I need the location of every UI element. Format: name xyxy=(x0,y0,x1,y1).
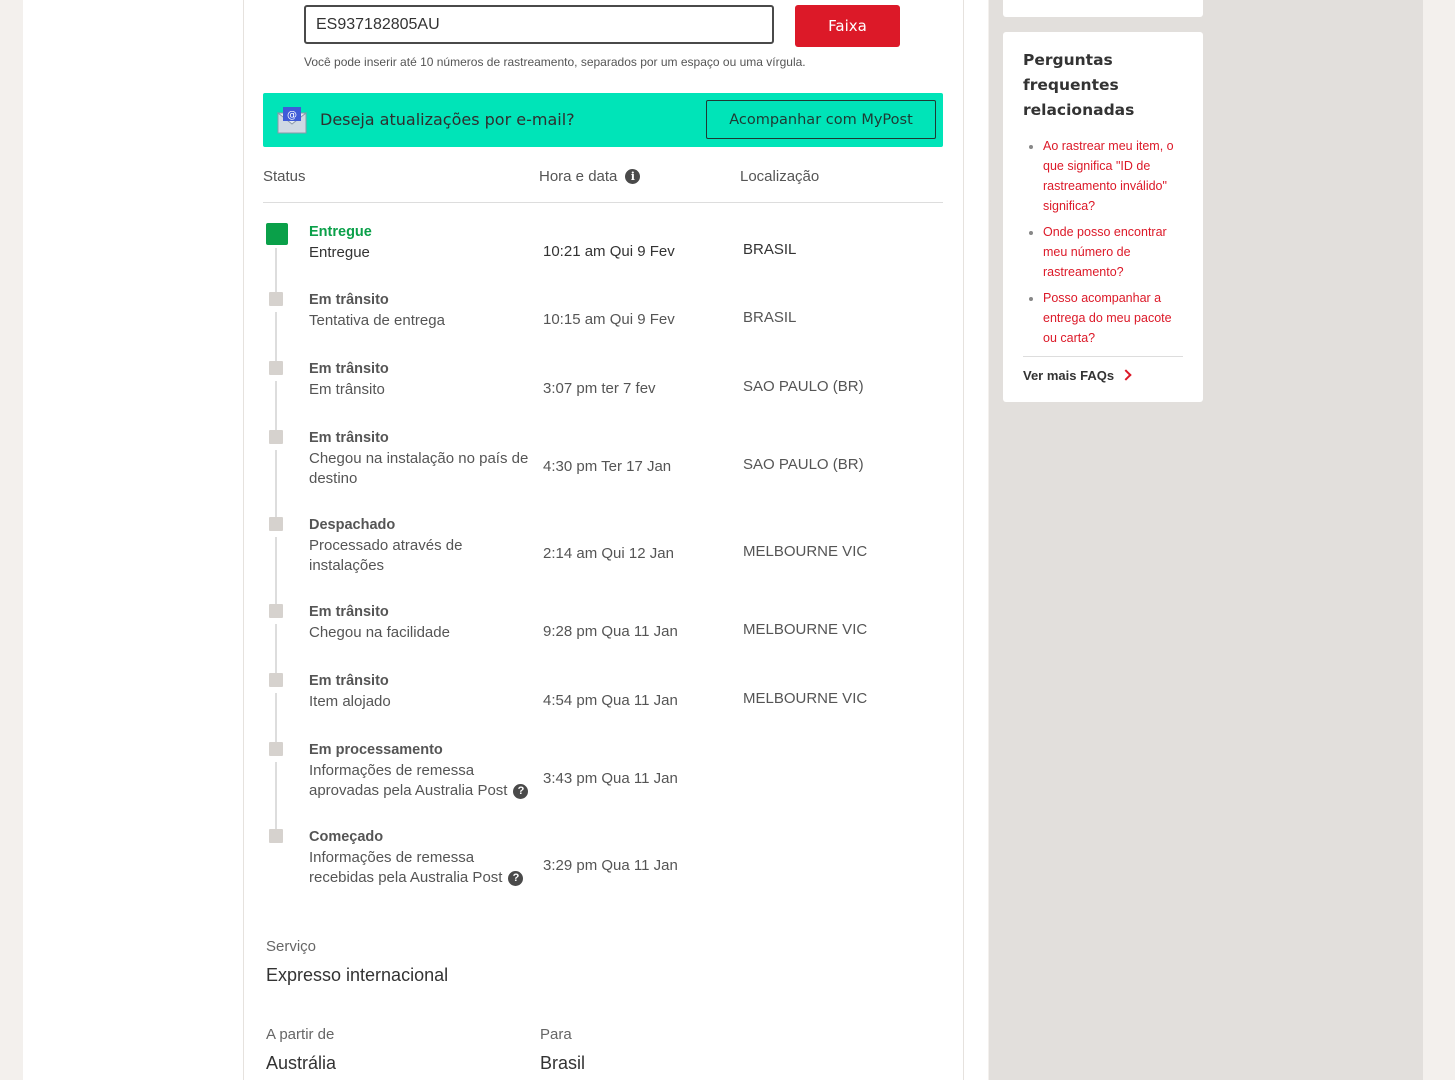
column-header-location: Localização xyxy=(740,168,820,185)
event-location: SAO PAULO (BR) xyxy=(743,456,864,473)
event-description xyxy=(309,623,531,643)
event-time: 3:29 pm Qua 11 Jan xyxy=(543,857,678,874)
column-header-time-label: Hora e data xyxy=(539,168,618,185)
event-description xyxy=(309,761,531,801)
event-location: BRASIL xyxy=(743,241,797,258)
event-status: Começado xyxy=(309,829,384,845)
timeline-connector xyxy=(275,762,277,829)
faq-link[interactable]: Ao rastrear meu item, o que significa "ID de rastreamento inválido" significa? xyxy=(1023,136,1188,216)
origin-value: Austrália xyxy=(266,1053,337,1073)
event-description-text: Chegou na instalação no país de destino xyxy=(309,450,529,487)
status-marker xyxy=(269,517,283,531)
sidebar-top-card xyxy=(1003,0,1203,17)
event-time: 3:07 pm ter 7 fev xyxy=(543,380,656,397)
timeline-connector xyxy=(275,248,277,292)
tracking-number-input[interactable] xyxy=(304,5,774,44)
faq-list xyxy=(1023,136,1188,354)
service-label: Serviço xyxy=(266,938,317,955)
help-icon[interactable]: ? xyxy=(513,784,528,799)
event-status: Em trânsito xyxy=(309,430,389,446)
event-status: Em trânsito xyxy=(309,361,389,377)
faq-title: Perguntas frequentes relacionadas xyxy=(1023,51,1135,119)
timeline-connector xyxy=(275,450,277,517)
faq-card xyxy=(1003,32,1203,402)
event-description-text: Informações de remessa aprovadas pela Australia Post xyxy=(309,762,508,799)
event-description-text: Processado através de instalações xyxy=(309,537,463,574)
event-location: BRASIL xyxy=(743,309,797,326)
event-time: 10:21 am Qui 9 Fev xyxy=(543,243,675,260)
status-marker xyxy=(269,430,283,444)
event-description xyxy=(309,536,531,576)
destination-label: Para xyxy=(540,1026,572,1043)
event-description xyxy=(309,243,531,263)
status-marker xyxy=(269,292,283,306)
see-more-faqs-link[interactable] xyxy=(1023,368,1130,383)
info-icon[interactable]: i xyxy=(625,169,640,184)
faq-link[interactable]: Onde posso encontrar meu número de rastreamento? xyxy=(1023,222,1188,282)
event-time: 2:14 am Qui 12 Jan xyxy=(543,545,674,562)
event-location: MELBOURNE VIC xyxy=(743,621,868,638)
origin-label: A partir de xyxy=(266,1026,335,1043)
event-status: Entregue xyxy=(309,224,372,240)
event-status: Em trânsito xyxy=(309,292,389,308)
see-more-faqs-label: Ver mais FAQs xyxy=(1023,368,1115,383)
email-envelope-icon xyxy=(277,106,307,134)
column-header-status: Status xyxy=(263,168,306,185)
event-time: 9:28 pm Qua 11 Jan xyxy=(543,623,678,640)
event-description xyxy=(309,848,531,888)
event-description-text: Item alojado xyxy=(309,693,391,710)
event-status: Em trânsito xyxy=(309,673,389,689)
event-description xyxy=(309,380,531,400)
service-value: Expresso internacional xyxy=(266,965,449,985)
timeline-connector xyxy=(275,537,277,604)
timeline-connector xyxy=(275,624,277,673)
timeline-connector xyxy=(275,693,277,742)
status-marker xyxy=(269,742,283,756)
event-location: SAO PAULO (BR) xyxy=(743,378,864,395)
track-with-mypost-button[interactable]: Acompanhar com MyPost xyxy=(706,100,936,139)
delivered-status-marker xyxy=(266,223,288,245)
status-marker xyxy=(269,673,283,687)
event-description-text: Entregue xyxy=(309,244,370,261)
email-updates-banner xyxy=(263,93,943,147)
event-status: Em trânsito xyxy=(309,604,389,620)
header-divider xyxy=(263,202,943,203)
event-description xyxy=(309,692,531,712)
status-marker xyxy=(269,361,283,375)
event-description-text: Tentativa de entrega xyxy=(309,312,445,329)
event-status: Despachado xyxy=(309,517,396,533)
track-button[interactable]: Faixa xyxy=(795,5,900,47)
status-marker xyxy=(269,829,283,843)
destination-value: Brasil xyxy=(540,1053,586,1073)
event-description xyxy=(309,449,531,489)
chevron-right-icon xyxy=(1120,369,1131,380)
event-description-text: Chegou na facilidade xyxy=(309,624,450,641)
event-status: Em processamento xyxy=(309,742,443,758)
event-time: 4:30 pm Ter 17 Jan xyxy=(543,458,672,475)
event-description-text: Informações de remessa recebidas pela Australia Post xyxy=(309,849,503,886)
email-updates-text: Deseja atualizações por e-mail? xyxy=(320,110,575,129)
column-header-time xyxy=(539,168,640,185)
event-location: MELBOURNE VIC xyxy=(743,690,868,707)
timeline-connector xyxy=(275,312,277,361)
svg-text:@: @ xyxy=(287,110,297,121)
tracking-hint: Você pode inserir até 10 números de rastreamento, separados por um espaço ou uma vírgula. xyxy=(304,55,806,69)
event-description-text: Em trânsito xyxy=(309,381,385,398)
faq-link[interactable]: Posso acompanhar a entrega do meu pacote ou carta? xyxy=(1023,288,1188,348)
help-icon[interactable]: ? xyxy=(508,871,523,886)
faq-divider xyxy=(1023,356,1183,357)
event-time: 3:43 pm Qua 11 Jan xyxy=(543,770,678,787)
timeline-connector xyxy=(275,381,277,430)
event-time: 4:54 pm Qua 11 Jan xyxy=(543,692,678,709)
event-time: 10:15 am Qui 9 Fev xyxy=(543,311,675,328)
event-description xyxy=(309,311,531,331)
status-marker xyxy=(269,604,283,618)
event-location: MELBOURNE VIC xyxy=(743,543,868,560)
